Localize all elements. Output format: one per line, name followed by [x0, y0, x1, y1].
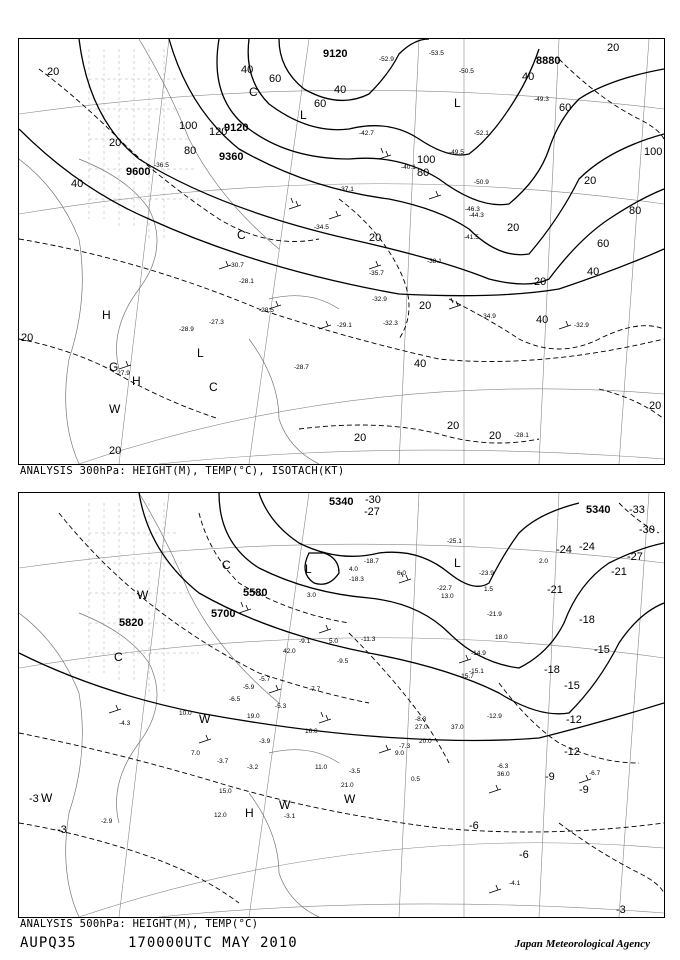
isotach-label: 40	[334, 84, 347, 96]
height-label: 5700	[211, 608, 236, 620]
temp-value: -46.3	[465, 206, 480, 213]
temp-contour-label: -9	[545, 771, 555, 783]
coastline-500	[19, 493, 339, 917]
station-value: -3.7	[217, 758, 229, 765]
station-value: -3.2	[247, 764, 259, 771]
station-value: 13.0	[441, 593, 454, 600]
station-value: -5.9	[243, 684, 255, 691]
temp-contour-label: -12	[564, 746, 580, 758]
station-value: -6.5	[229, 696, 241, 703]
temp-contour-label: -9	[579, 784, 589, 796]
temp-value: -28.5	[259, 307, 274, 314]
station-value: 36.0	[497, 771, 510, 778]
isotach-label: 80	[184, 145, 197, 157]
cold-center-symbol: C	[249, 85, 258, 99]
station-value: -15.7	[459, 673, 474, 680]
isotach-label: 20	[534, 276, 547, 288]
station-value: 19.0	[247, 713, 260, 720]
isotach-label: 20	[447, 420, 460, 432]
low-center-symbol: L	[197, 346, 204, 360]
temp-value: -32.9	[372, 296, 387, 303]
cold-center-symbol: C	[209, 380, 218, 394]
low-center-symbol: L	[454, 96, 461, 110]
temp-value: -40.1	[401, 164, 416, 171]
isotach-label: 40	[71, 178, 84, 190]
temp-value: -28.1	[514, 432, 529, 439]
station-value: -5.3	[275, 703, 287, 710]
temp-value: -30.7	[229, 262, 244, 269]
cold-center-symbol: C	[114, 650, 123, 664]
warm-center-symbol: W	[279, 798, 291, 812]
station-value: 27.0	[415, 724, 428, 731]
temp-value: -32.3	[383, 320, 398, 327]
station-value: 0.5	[411, 776, 421, 783]
height-label: 5580	[243, 587, 268, 599]
height-label: 5820	[119, 617, 144, 629]
temp-contour-label: -12	[566, 714, 582, 726]
isotach-label: 20	[109, 137, 122, 149]
temp-value: -28.1	[239, 278, 254, 285]
temp-value: -34.5	[314, 224, 329, 231]
station-value: 37.0	[451, 724, 464, 731]
station-value: -8.3	[415, 716, 427, 723]
temp-value: -36.5	[154, 162, 169, 169]
station-value: 20.0	[419, 738, 432, 745]
station-value: 21.0	[341, 782, 354, 789]
temp-value: -41.5	[464, 234, 479, 241]
station-value: 6.0	[397, 570, 407, 577]
station-value: -7.7	[309, 686, 321, 693]
chart-300hpa-caption: ANALYSIS 300hPa: HEIGHT(M), TEMP(°C), ISOTACH(KT)	[20, 465, 345, 477]
warm-center-symbol: W	[109, 402, 121, 416]
temp-value: -34.9	[481, 313, 496, 320]
station-value: 12.0	[214, 812, 227, 819]
temp-contour-label: -15	[564, 680, 580, 692]
isotach-contours-300	[19, 59, 664, 443]
isotach-label: 100	[179, 120, 198, 132]
temp-value: -28.9	[179, 326, 194, 333]
high-center-symbol: H	[102, 308, 111, 322]
isotach-label: 20	[47, 66, 60, 78]
temp-value: -53.5	[429, 50, 444, 57]
valid-time: 170000UTC MAY 2010	[128, 935, 298, 951]
station-value: -11.3	[361, 636, 376, 643]
isotach-label: 60	[559, 102, 572, 114]
temp-contour-label: -33	[629, 504, 645, 516]
g-symbol: G	[109, 360, 119, 374]
height-label: 9360	[219, 151, 244, 163]
isotach-label: 40	[536, 314, 549, 326]
station-value: 9.0	[395, 750, 405, 757]
chart-500hpa-map	[19, 493, 664, 917]
temp-value: -35.7	[369, 270, 384, 277]
isotach-label: 40	[414, 358, 427, 370]
isotach-label: 20	[507, 222, 520, 234]
temp-value: -49.5	[449, 149, 464, 156]
height-contours-500	[19, 493, 664, 741]
temp-value: -32.9	[574, 322, 589, 329]
station-value: -18.3	[349, 576, 364, 583]
isotach-label: 100	[417, 154, 436, 166]
product-code: AUPQ35	[20, 935, 77, 951]
station-value: 10.0	[179, 710, 192, 717]
station-value: -23.9	[479, 570, 494, 577]
isotach-label: 20	[489, 430, 502, 442]
station-value: 11.0	[315, 764, 328, 771]
isotach-label: 20	[584, 175, 597, 187]
temp-contour-label: -3	[57, 824, 67, 836]
height-label: 9120	[323, 48, 348, 60]
coastline-300	[19, 39, 339, 464]
temp-contour-label: -3	[29, 793, 39, 805]
height-label: 5340	[329, 496, 354, 508]
isotach-label: 20	[369, 232, 382, 244]
station-value: -18.7	[364, 558, 379, 565]
isotach-label: 20	[109, 445, 122, 457]
temp-contour-label: -27	[627, 551, 643, 563]
station-value: 2.0	[539, 558, 549, 565]
station-value: -4.3	[119, 720, 131, 727]
station-value: 15.0	[219, 788, 232, 795]
height-label: 8880	[536, 55, 561, 67]
temp-value: -27.9	[115, 370, 130, 377]
temp-contour-label: -21	[611, 566, 627, 578]
isotach-label: 60	[597, 238, 610, 250]
station-value: -2.9	[101, 818, 113, 825]
temp-value: -44.3	[469, 212, 484, 219]
graticule-500	[19, 493, 664, 917]
grid-hatch-300	[89, 49, 199, 239]
temp-contour-label: -18	[579, 614, 595, 626]
station-value: 5.0	[329, 638, 339, 645]
station-value: -9.5	[337, 658, 349, 665]
temp-value: -50.9	[474, 179, 489, 186]
height-contours-300	[19, 39, 664, 296]
temp-contour-label: -6	[519, 849, 529, 861]
isotach-label: 40	[522, 71, 535, 83]
station-value: 1.5	[484, 586, 494, 593]
isotach-label: 20	[419, 300, 432, 312]
station-value: -7.3	[399, 743, 411, 750]
isotach-label: 60	[314, 98, 327, 110]
low-center-symbol: L	[305, 562, 312, 576]
station-value: 16.0	[305, 728, 318, 735]
station-value: -6.7	[589, 770, 601, 777]
station-value: -5.7	[259, 676, 271, 683]
chart-500hpa-panel	[18, 492, 665, 918]
station-value: -4.1	[509, 880, 521, 887]
high-center-symbol: H	[132, 374, 141, 388]
isotach-label: 80	[629, 205, 642, 217]
temp-contour-label: -21	[547, 584, 563, 596]
height-label: 9120	[224, 122, 249, 134]
temp-contour-label: -15	[594, 644, 610, 656]
temp-contour-label: -24	[579, 541, 595, 553]
station-value: -6.3	[497, 763, 509, 770]
isotach-label: 20	[649, 400, 662, 412]
isotach-label: 60	[269, 73, 282, 85]
station-value: 42.0	[283, 648, 296, 655]
temp-value: -38.1	[427, 258, 442, 265]
station-value: -3.1	[284, 813, 296, 820]
agency-credit: Japan Meteorological Agency	[514, 938, 650, 950]
temp-value: -42.7	[359, 130, 374, 137]
temp-value: -27.3	[209, 319, 224, 326]
temp-contour-label: -3	[616, 904, 626, 916]
isotach-label: 40	[241, 64, 254, 76]
low-center-symbol: L	[454, 556, 461, 570]
wind-barbs-500	[109, 572, 591, 893]
warm-center-symbol: W	[344, 792, 356, 806]
temp-contour-label: -18	[544, 664, 560, 676]
height-label: 9600	[126, 166, 151, 178]
isotach-label: 120	[209, 126, 228, 138]
temp-value: -52.9	[379, 56, 394, 63]
height-label: 5340	[586, 504, 611, 516]
warm-center-symbol: W	[137, 588, 149, 602]
station-value: 18.0	[495, 634, 508, 641]
station-value: 7.0	[191, 750, 201, 757]
temp-value: -37.1	[339, 186, 354, 193]
temp-value: -52.1	[474, 130, 489, 137]
station-value: -21.9	[487, 611, 502, 618]
cold-center-symbol: C	[222, 558, 231, 572]
warm-center-symbol: W	[199, 712, 211, 726]
station-value: 4.0	[349, 566, 359, 573]
temp-contour-label: -30	[365, 494, 381, 506]
temp-contour-label: -30	[639, 524, 655, 536]
station-value: -14.9	[471, 650, 486, 657]
isotach-label: 80	[417, 167, 430, 179]
warm-center-symbol: W	[41, 791, 53, 805]
temp-value: -29.1	[337, 322, 352, 329]
isotach-label: 20	[607, 42, 620, 54]
isotach-label: 100	[644, 146, 663, 158]
station-value: -22.7	[437, 585, 452, 592]
station-value: -25.1	[447, 538, 462, 545]
temp-contour-label: -27	[364, 506, 380, 518]
station-value: -3.9	[259, 738, 271, 745]
station-value: -9.1	[299, 638, 311, 645]
chart-500hpa-caption: ANALYSIS 500hPa: HEIGHT(M), TEMP(°C)	[20, 918, 259, 930]
chart-300hpa-map	[19, 39, 664, 464]
station-value: -15.1	[469, 668, 484, 675]
temp-contour-label: -6	[469, 820, 479, 832]
temp-value: -49.3	[534, 96, 549, 103]
chart-300hpa-panel	[18, 38, 665, 465]
temp-contour-label: -24	[556, 544, 572, 556]
station-value: -3.5	[349, 768, 361, 775]
temp-value: -50.5	[459, 68, 474, 75]
cold-center-symbol: C	[237, 228, 246, 242]
isotach-label: 20	[21, 332, 34, 344]
temp-value: -28.7	[294, 364, 309, 371]
high-center-symbol: H	[245, 806, 254, 820]
isotach-label: 40	[587, 266, 600, 278]
station-value: 3.0	[307, 592, 317, 599]
station-value: -12.9	[487, 713, 502, 720]
low-center-symbol: L	[300, 108, 307, 122]
isotach-label: 20	[354, 432, 367, 444]
